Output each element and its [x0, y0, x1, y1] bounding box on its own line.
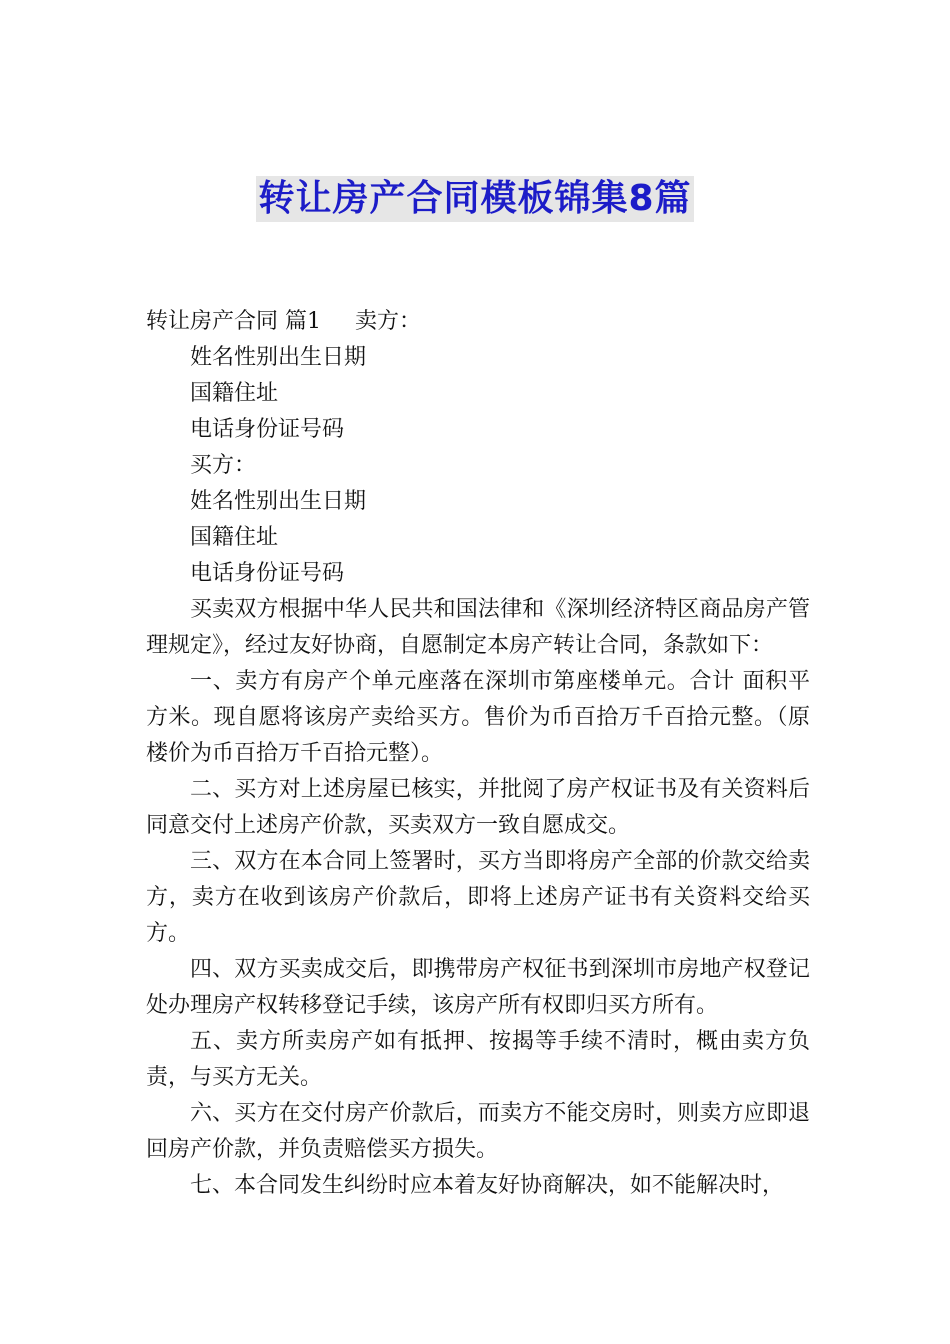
buyer-label: 买方： — [190, 453, 257, 478]
title-container — [0, 176, 950, 222]
seller-field-address: 国籍住址 — [190, 381, 279, 406]
paragraph-clause-1: 一、卖方有房产个单元座落在深圳市第座楼单元。合计 面积平方米。现自愿将该房产卖给买方。售价为币百拾万千百拾元整。（原楼价为币百拾万千百拾元整）。 — [146, 669, 810, 766]
paragraph-clause-4: 四、双方买卖成交后，即携带房产权征书到深圳市房地产权登记处办理房产权转移登记手续，该房产所有权即归买方所有。 — [146, 957, 810, 1018]
paragraph-clause-2: 二、买方对上述房屋已核实，并批阅了房产权证书及有关资料后同意交付上述房产价款，买卖双方一致自愿成交。 — [146, 777, 810, 838]
seller-field-name: 姓名性别出生日期 — [190, 345, 367, 370]
document-body — [146, 304, 810, 1204]
buyer-field-phone: 电话身份证号码 — [190, 561, 345, 586]
buyer-field-address: 国籍住址 — [190, 525, 279, 550]
buyer-field-name: 姓名性别出生日期 — [190, 489, 367, 514]
paragraph-preamble: 买卖双方根据中华人民共和国法律和《深圳经济特区商品房产管理规定》，经过友好协商，自愿制定本房产转让合同，条款如下： — [146, 597, 810, 658]
section-header-line — [146, 304, 810, 340]
seller-field-phone: 电话身份证号码 — [190, 417, 345, 442]
paragraph-clause-3: 三、双方在本合同上签署时，买方当即将房产全部的价款交给卖方，卖方在收到该房产价款后，即将上述房产证书有关资料交给买方。 — [146, 849, 810, 946]
paragraph-clause-5: 五、卖方所卖房产如有抵押、按揭等手续不清时，概由卖方负责，与买方无关。 — [146, 1029, 810, 1090]
seller-label: 卖方： — [355, 309, 422, 334]
paragraph-clause-7: 七、本合同发生纠纷时应本着友好协商解决，如不能解决时， — [190, 1173, 785, 1198]
document-title: 转让房产合同模板锦集8篇 — [256, 176, 693, 222]
section-heading: 转让房产合同 篇1 — [146, 309, 321, 334]
paragraph-clause-6: 六、买方在交付房产价款后，而卖方不能交房时，则卖方应即退回房产价款，并负责赔偿买方损失。 — [146, 1101, 810, 1162]
